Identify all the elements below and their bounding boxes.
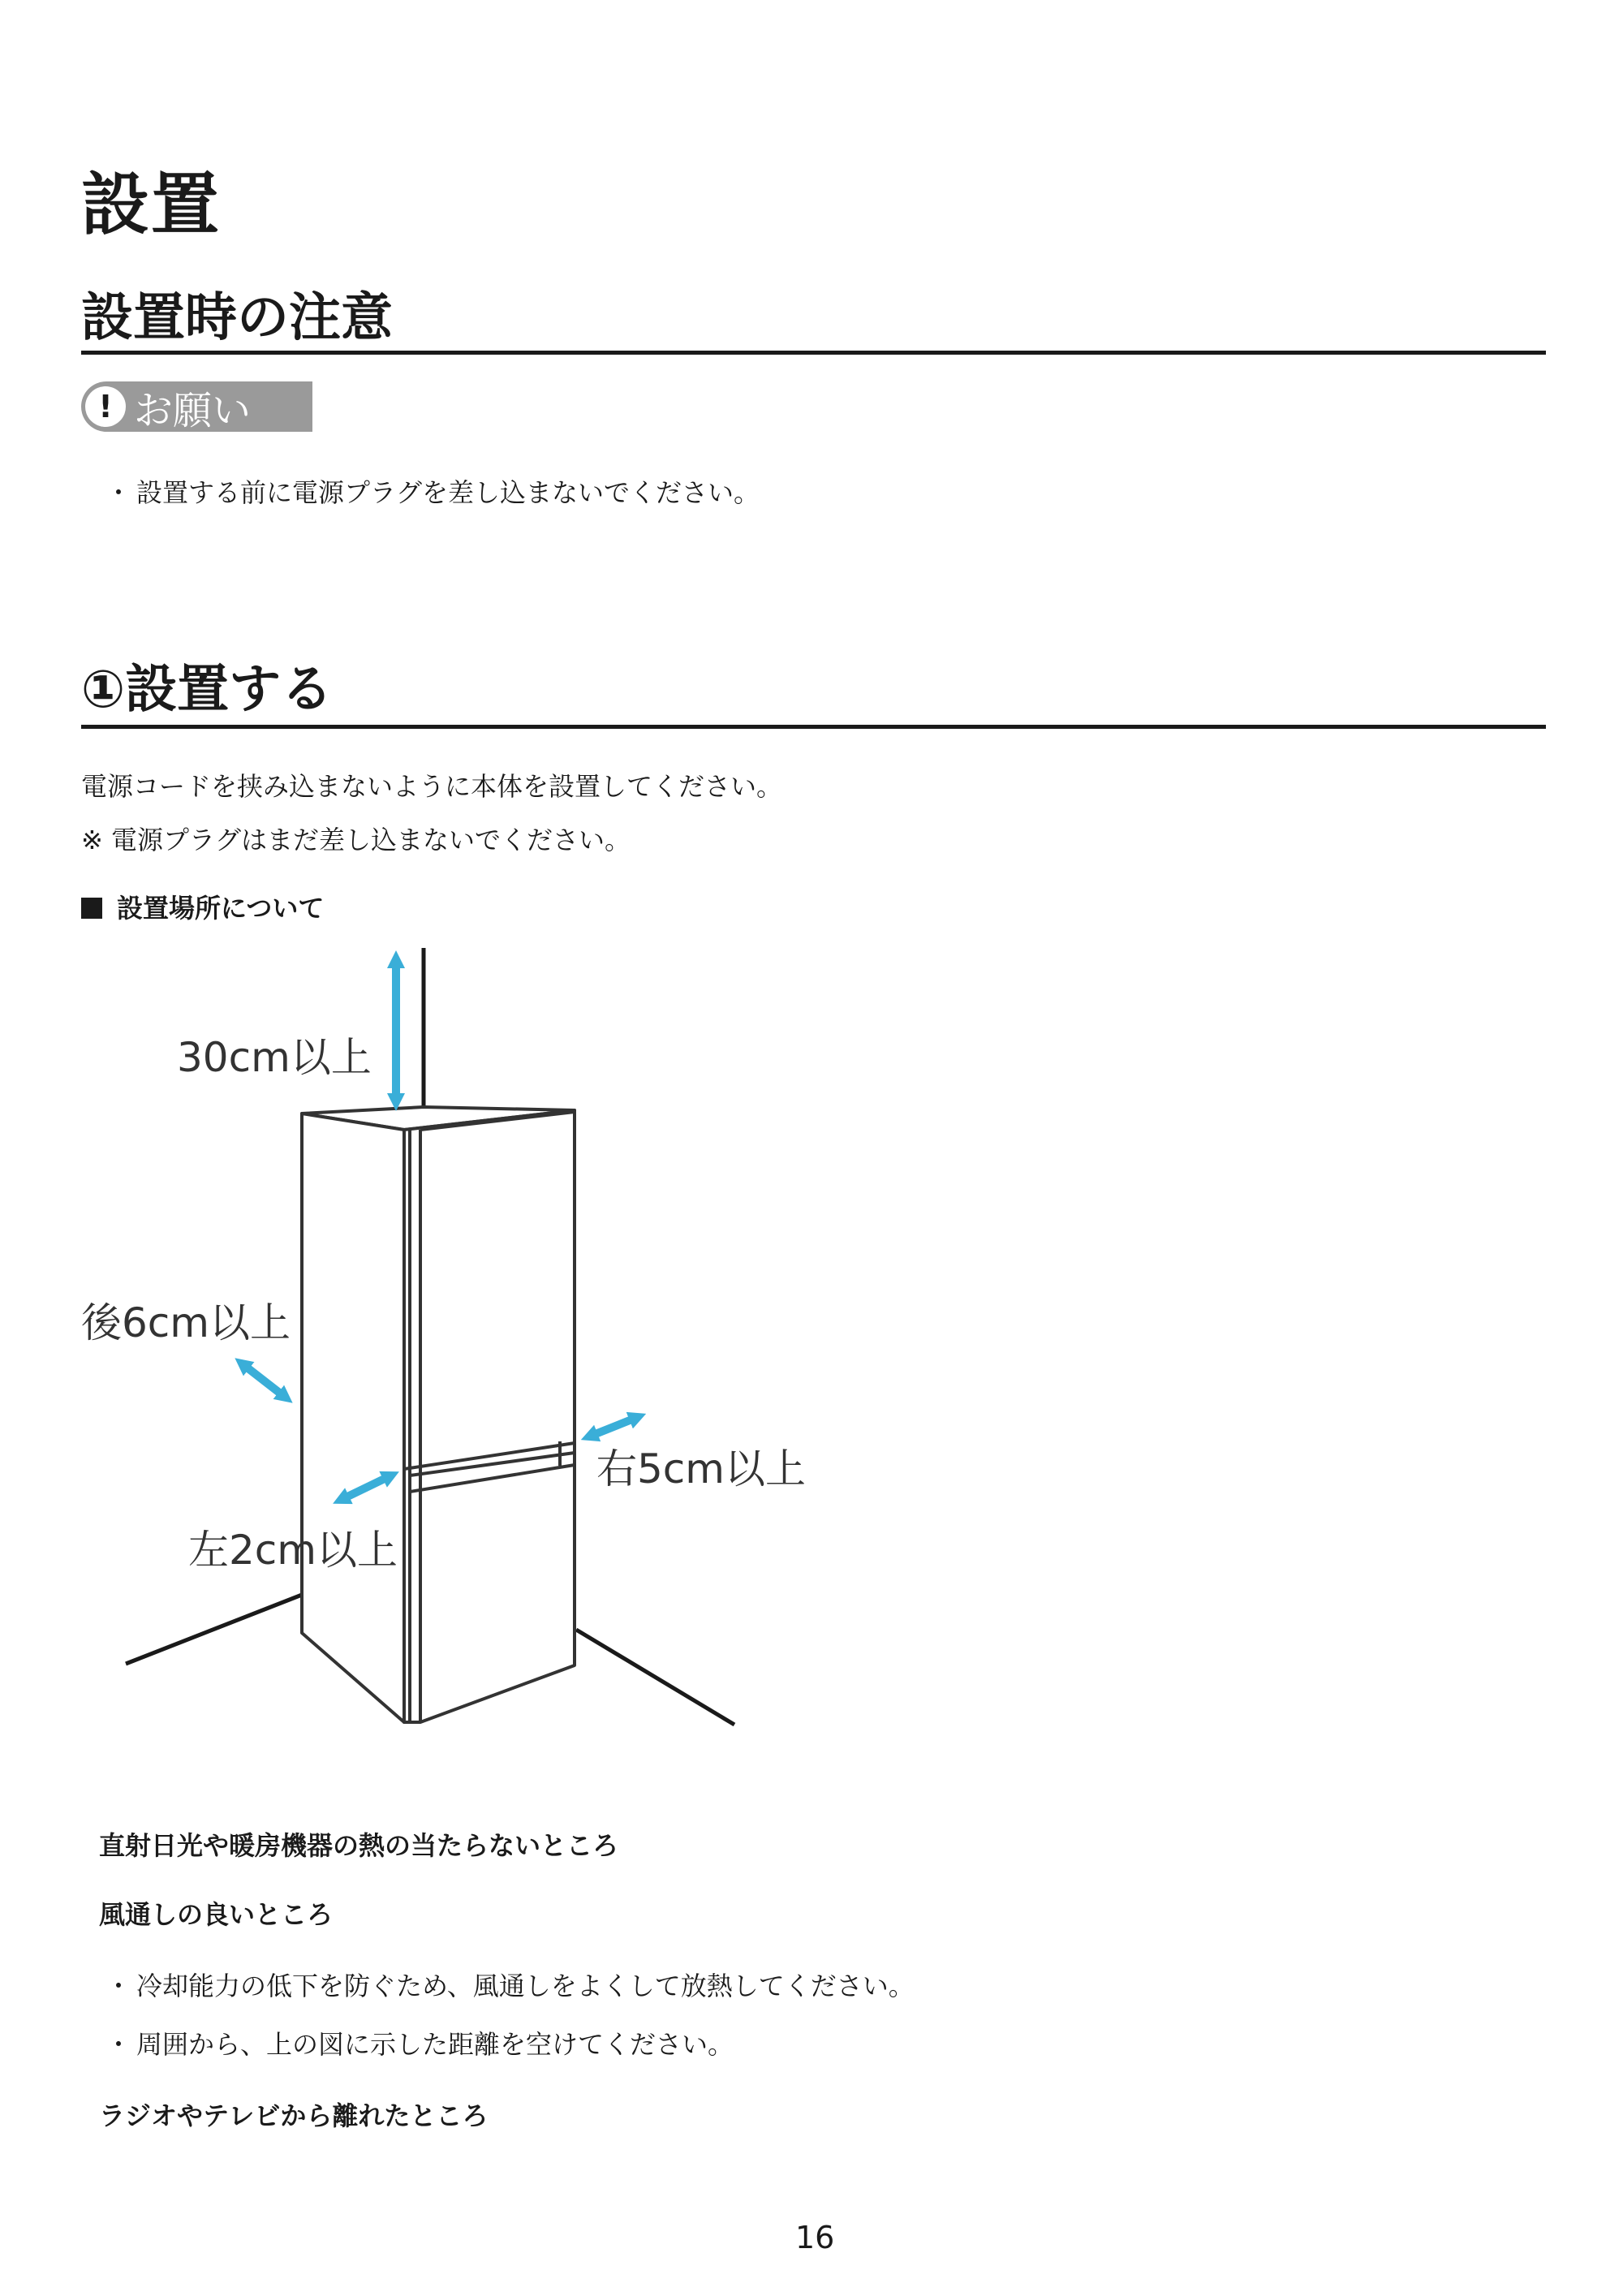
page-number: 16 bbox=[795, 2220, 835, 2255]
right-clearance-label: 右5cm以上 bbox=[596, 1445, 807, 1493]
notice-label: お願い bbox=[134, 387, 252, 433]
exclamation-circle-icon: ! bbox=[85, 386, 126, 427]
top-clearance-label: 30cm以上 bbox=[177, 1034, 372, 1081]
fridge-body bbox=[302, 1107, 575, 1722]
back-clearance-arrow bbox=[242, 1363, 286, 1398]
right-clearance-arrow bbox=[589, 1417, 638, 1437]
section-rule bbox=[81, 725, 1546, 729]
condition-heading: 風通しの良いところ bbox=[99, 1899, 334, 1930]
condition-heading: ラジオやテレビから離れたところ bbox=[99, 2100, 489, 2131]
list-item: ・ 周囲から、上の図に示した距離を空けてください。 bbox=[105, 2029, 734, 2060]
list-item: ・ 冷却能力の低下を防ぐため、風通しをよくして放熱してください。 bbox=[105, 1971, 915, 2001]
page-title: 設置 bbox=[81, 165, 222, 244]
section-heading-install: ①設置する bbox=[81, 660, 334, 720]
left-clearance-label: 左2cm以上 bbox=[188, 1527, 398, 1574]
instruction-text: 電源コードを挟み込まないように本体を設置してください。 bbox=[81, 771, 783, 802]
condition-heading: 直射日光や暖房機器の熱の当たらないところ bbox=[99, 1830, 619, 1861]
section-heading-precautions: 設置時の注意 bbox=[81, 288, 393, 348]
notice-badge bbox=[81, 381, 312, 432]
section-rule bbox=[81, 351, 1546, 355]
back-clearance-label: 後6cm以上 bbox=[81, 1299, 291, 1346]
list-item: ・ 設置する前に電源プラグを差し込まないでください。 bbox=[105, 477, 760, 508]
note-text: ※ 電源プラグはまだ差し込まないでください。 bbox=[81, 825, 631, 855]
subheading: 設置場所について bbox=[81, 893, 324, 924]
square-bullet-icon bbox=[81, 898, 102, 919]
